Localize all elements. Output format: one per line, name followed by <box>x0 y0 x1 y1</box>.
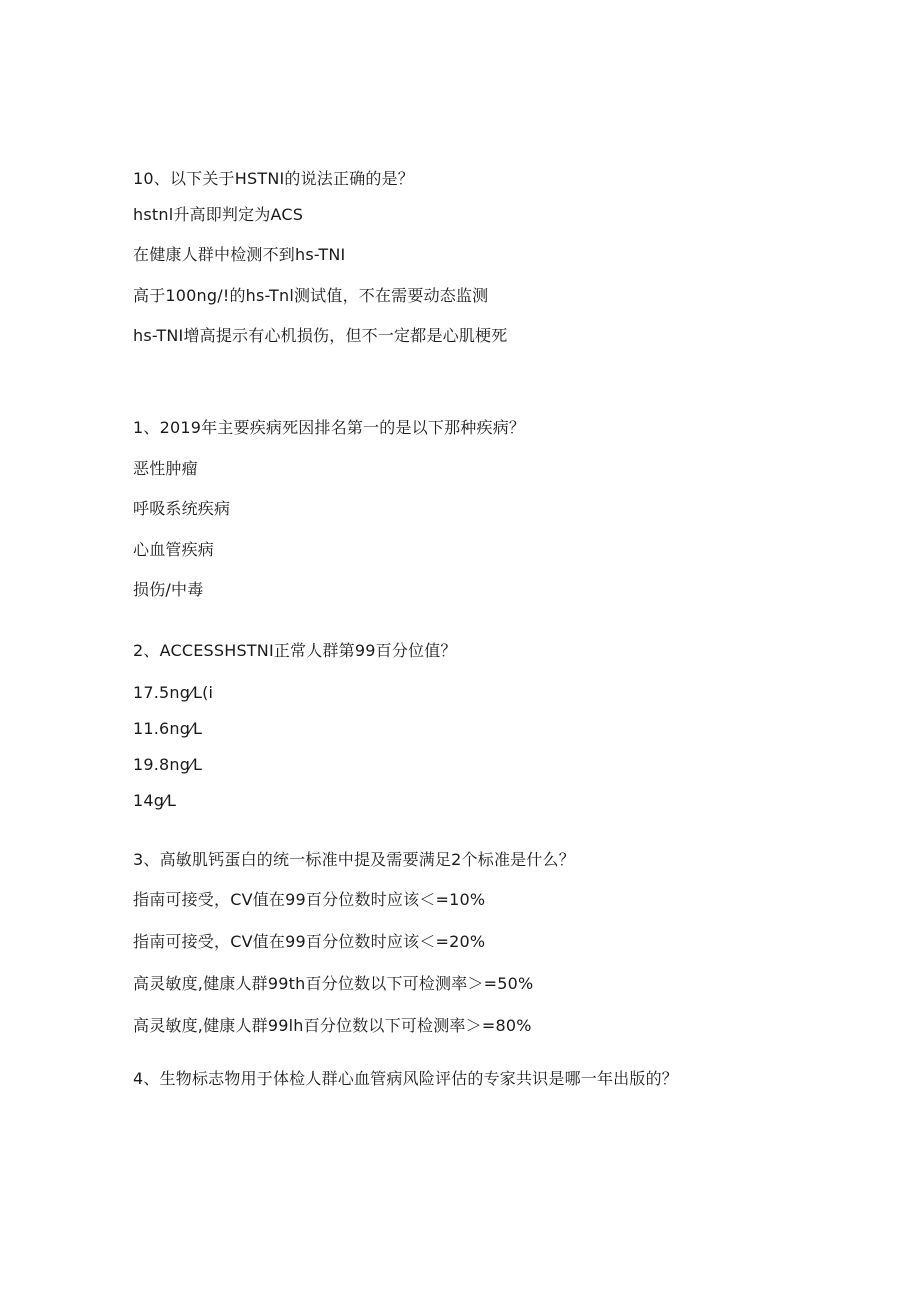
question-3-title: 3、高敏肌钙蛋白的统一标准中提及需要满足2个标准是什么？ <box>133 850 575 869</box>
question-3-option-2: 指南可接受，CV值在99百分位数时应该＜=20% <box>133 932 486 951</box>
question-2-option-2: 11.6ng⁄L <box>133 719 203 738</box>
question-1-option-3: 心血管疾病 <box>133 540 215 559</box>
question-10-option-4: hs-TNI增高提示有心机损伤，但不一定都是心肌梗死 <box>133 326 508 345</box>
question-2-title: 2、ACCESSHSTNI正常人群第99百分位值？ <box>133 641 457 660</box>
question-3-option-4: 高灵敏度,健康人群99lh百分位数以下可检测率＞=80% <box>133 1016 532 1035</box>
question-1-title: 1、2019年主要疾病死因排名第一的是以下那种疾病？ <box>133 418 526 437</box>
question-10-option-1: hstnl升高即判定为ACS <box>133 205 304 224</box>
question-2-option-4: 14g⁄L <box>133 791 177 810</box>
question-3-option-1: 指南可接受，CV值在99百分位数时应该＜=10% <box>133 890 486 909</box>
question-3-option-3: 高灵敏度,健康人群99th百分位数以下可检测率＞=50% <box>133 974 534 993</box>
question-2-option-1: 17.5ng⁄L(i <box>133 683 214 702</box>
question-10-option-3: 高于100ng/!的hs-Tnl测试值，不在需要动态监测 <box>133 286 489 305</box>
question-1-option-4: 损伤/中毒 <box>133 580 204 599</box>
question-1-option-1: 恶性肿瘤 <box>133 459 198 478</box>
question-10-title: 10、以下关于HSTNI的说法正确的是？ <box>133 169 415 188</box>
question-10-option-2: 在健康人群中检测不到hs-TNI <box>133 245 346 264</box>
question-4-title: 4、生物标志物用于体检人群心血管病风险评估的专家共识是哪一年出版的？ <box>133 1069 678 1088</box>
question-1-option-2: 呼吸系统疾病 <box>133 499 231 518</box>
question-2-option-3: 19.8ng⁄L <box>133 755 203 774</box>
